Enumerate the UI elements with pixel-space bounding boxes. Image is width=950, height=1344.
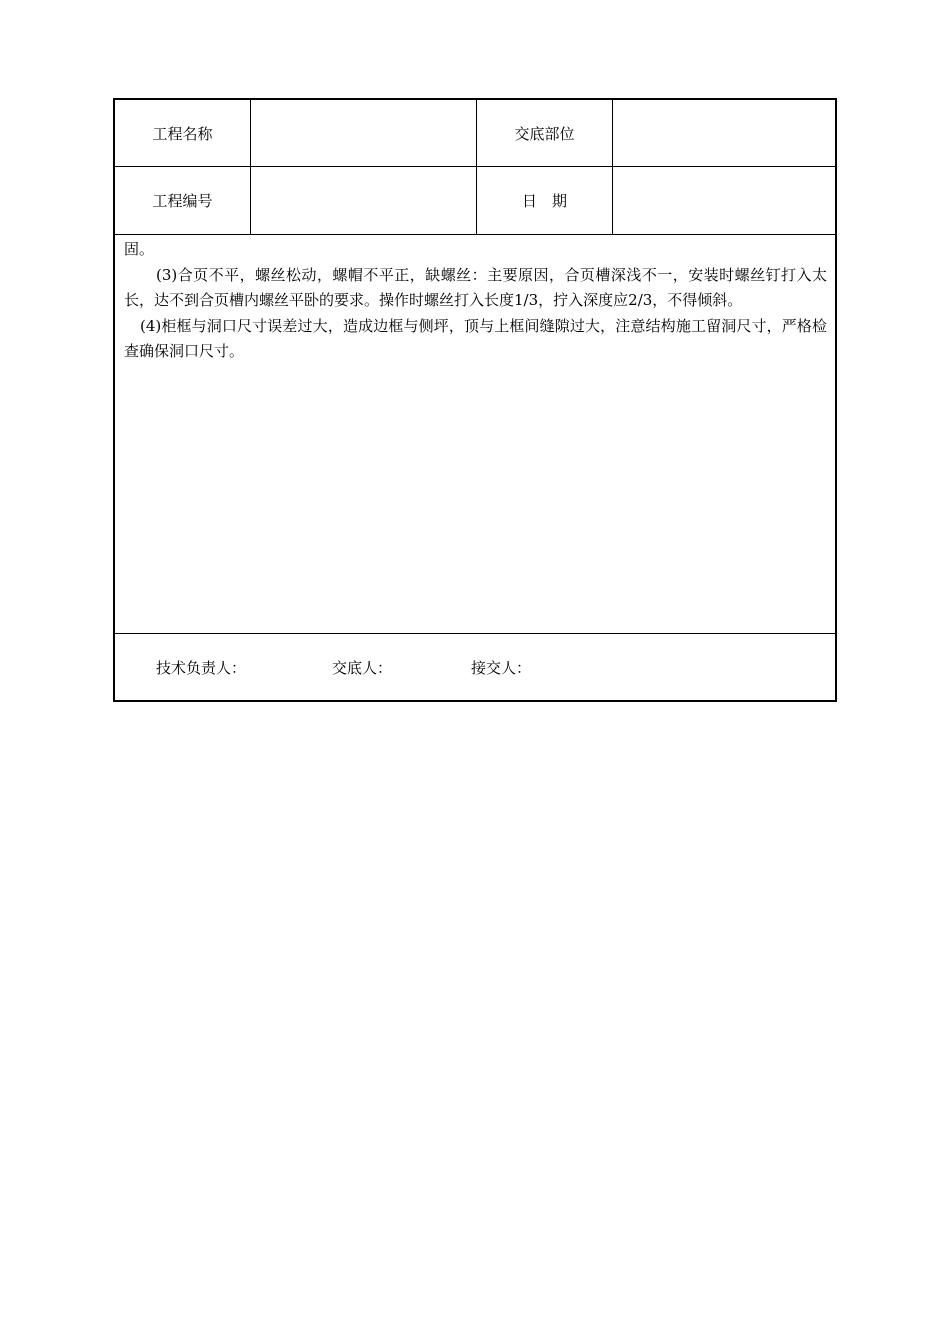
tech-lead-signature-label: 技术负责人：: [156, 659, 247, 677]
content-paragraph: 固。: [124, 240, 155, 258]
signature-row: [115, 634, 835, 700]
project-name-label: 工程名称: [115, 100, 251, 166]
project-number-field[interactable]: [251, 167, 477, 234]
date-field[interactable]: [613, 167, 835, 234]
technical-disclosure-form: [113, 98, 837, 702]
header-row-project-name: [115, 100, 835, 167]
disclosure-location-label: 交底部位: [477, 100, 613, 166]
presenter-signature-label: 交底人：: [332, 659, 393, 677]
header-row-project-number: [115, 167, 835, 235]
receiver-signature-label: 接交人：: [471, 659, 532, 677]
disclosure-location-field[interactable]: [613, 100, 835, 166]
content-paragraph: (3)合页不平，螺丝松动，螺帽不平正，缺螺丝：主要原因，合页槽深浅不一，安装时螺丝钉打入太长，达不到合页槽内螺丝平卧的要求。操作时螺丝打入长度1/3，拧入深度应2/3，不得倾斜。: [124, 265, 827, 309]
date-label: 日 期: [477, 167, 613, 234]
project-number-label: 工程编号: [115, 167, 251, 234]
project-name-field[interactable]: [251, 100, 477, 166]
content-paragraph: (4)柜框与洞口尺寸误差过大，造成边框与侧坪，顶与上框间缝隙过大，注意结构施工留洞尺寸，严格检查确保洞口尺寸。: [124, 316, 827, 360]
disclosure-content: [115, 235, 835, 634]
